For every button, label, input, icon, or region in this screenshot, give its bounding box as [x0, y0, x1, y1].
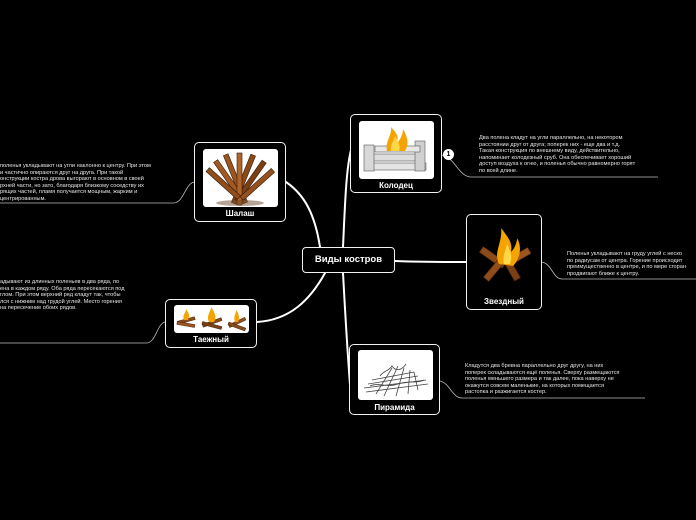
note-count-badge[interactable]: 1 — [443, 149, 454, 160]
node-kolodets[interactable] — [350, 114, 442, 193]
piramida-label: Пирамида — [374, 403, 415, 412]
piramida-image — [358, 350, 433, 400]
zvezdny-description: Поленья укладывают на груду углей с неско по радиусам от центра. Горение происходит преимущественно в центре, и по мере сгоран продвигают ближе к центру. — [567, 251, 686, 277]
kolodets-description: Два полена кладут на угли параллельно, на некотором расстоянии друг от друга; поперек них - еще два и т.д. Такая конструкция по внешнему виду, действительно, напоминает колодезный сруб. Она обеспечивает хороший доступ воздуха к огню, и поленья обычно равномерно горят по всей длине. — [479, 135, 636, 174]
zvezdny-image — [473, 220, 537, 292]
node-tayozhny[interactable] — [165, 299, 257, 348]
tayozhny-label: Таежный — [193, 335, 229, 344]
central-topic[interactable]: Виды костров — [302, 247, 395, 273]
node-piramida[interactable] — [349, 344, 440, 415]
shalash-image — [203, 149, 278, 207]
tayozhny-image — [174, 305, 249, 333]
shalash-description: поленья укладывают на угли наклонно к центру. При этом и частично опираются друг на друга. При такой онструкции костра дрова выгорают в основном в своей рхней части, но зато, благодаря близкому соседству их рящих частей, пламя получается мощным, жарким и центрированным. — [0, 163, 151, 202]
node-shalash[interactable] — [194, 142, 286, 222]
piramida-description: Кладутся два бревна параллельно друг другу, на них поперек складываются ещё поленья. Сверху размещаются поленья меньшего размера и так далее, пока наверху не окажутся совсем маленькие, на которых помещается растопка и разжигается костер. — [465, 363, 620, 396]
kolodets-label: Колодец — [379, 181, 413, 190]
zvezdny-label: Звездный — [484, 297, 524, 306]
kolodets-image — [359, 121, 434, 179]
tayozhny-description: адывают из длинных поленьев в два ряда, по ена в каждом ряду. Оба ряда пересекаются под глом. При этом верхний ряд кладут так, чтобы лся с нижним над грудой углей. Место горения на пересечение обоих рядов. — [0, 279, 125, 312]
node-zvezdny[interactable] — [466, 214, 542, 310]
shalash-label: Шалаш — [225, 209, 255, 218]
